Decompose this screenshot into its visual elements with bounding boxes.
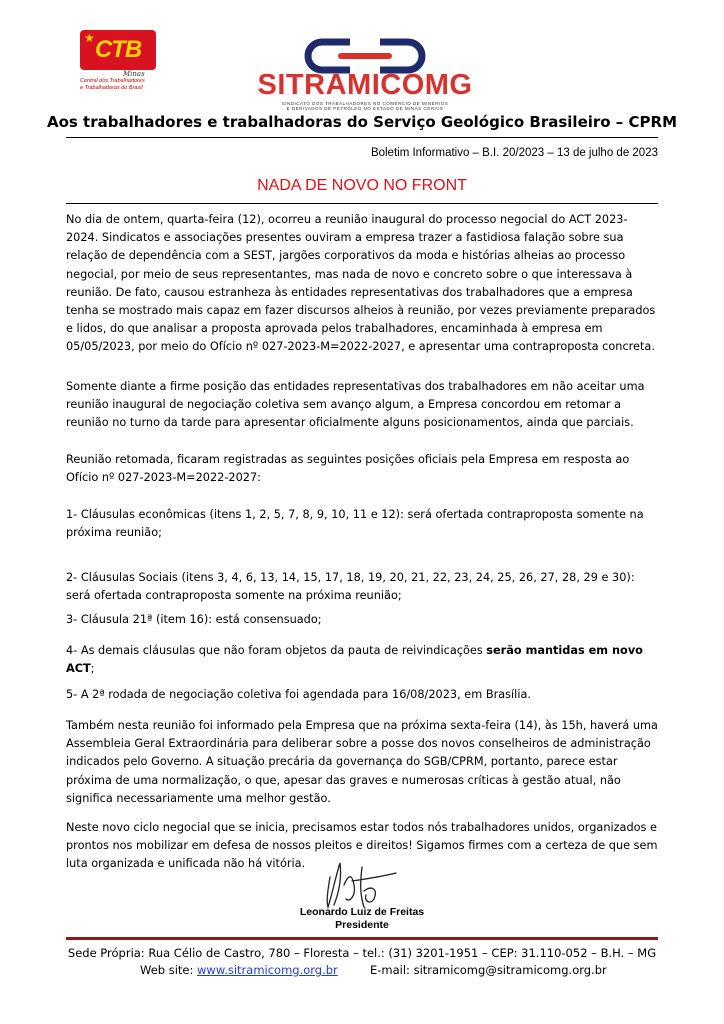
footer-email: E-mail: sitramicomg@sitramicomg.org.br	[370, 963, 607, 977]
ctb-logo-text: CTB	[94, 36, 142, 63]
star-icon: ★	[84, 31, 95, 45]
list-item-social-clauses: 2- Cláusulas Sociais (itens 3, 4, 6, 13, 14, 15, 17, 18, 19, 20, 21, 22, 23, 24, 25, 26, 27, 28, 29 e 30): será ofertada contraproposta somente na próxima reunião;	[66, 571, 635, 603]
list-item-other-clauses-text: 4- As demais cláusulas que não foram objetos da pauta de reivindicações	[66, 644, 487, 657]
audience-heading: Aos trabalhadores e trabalhadoras do Serviço Geológico Brasileiro – CPRM	[46, 113, 678, 131]
footer-address: Sede Própria: Rua Célio de Castro, 780 – Floresta – tel.: (31) 3201-1951 – CEP: 31.110-052 – B.H. – MG	[67, 946, 657, 960]
union-logo-text: SITRAMICOMG	[257, 69, 473, 101]
ctb-logo	[80, 30, 160, 102]
signer-title: Presidente	[335, 919, 389, 931]
signer-name: Leonardo Luiz de Freitas	[299, 906, 425, 918]
page-title: NADA DE NOVO NO FRONT	[257, 177, 467, 194]
paragraph-assembly: Também nesta reunião foi informado pela Empresa que na próxima sexta-feira (14), às 15h, haverá uma Assembleia Geral Extraordinária para deliberar sobre a posse dos novos conselheiros de administração indicados pelo Governo. A situação precária da governança do SGB/CPRM, portanto, parece estar próxima de uma normalização, o que, apesar das graves e numerosas críticas à gestão atual, não significa necessariamente uma melhor gestão.	[66, 719, 658, 805]
paragraph-positions: Reunião retomada, ficaram registradas as seguintes posições oficiais pela Empresa em resposta ao Ofício nº 027-2023-M=2022-2027:	[66, 453, 630, 485]
union-logo-subtitle-line2: E DERIVADOS DE PETRÓLEO NO ESTADO DE MINAS GERAIS	[286, 106, 444, 111]
footer-website-label: Web site:	[140, 963, 198, 977]
list-item-second-round: 5- A 2ª rodada de negociação coletiva foi agendada para 16/08/2023, em Brasília.	[66, 688, 531, 701]
list-item-clause-21: 3- Cláusula 21ª (item 16): está consensuado;	[66, 613, 322, 626]
title-divider	[66, 203, 658, 204]
list-item-other-clauses	[66, 642, 658, 678]
paragraph-afternoon-session: Somente diante a firme posição das entidades representativas dos trabalhadores em não aceitar uma reunião inaugural de negociação coletiva sem avanço algum, a Empresa concordou em retomar a reunião no turno da tarde para apresentar oficialmente alguns posicionamentos, ainda que parciais.	[66, 380, 645, 430]
ctb-logo-subtitle	[80, 78, 160, 91]
bulletin-line: Boletim Informativo – B.I. 20/2023 – 13 de julho de 2023	[370, 147, 658, 159]
ctb-logo-subtitle-line2: e Trabalhadoras do Brasil	[80, 84, 143, 91]
union-logo-subtitle	[260, 101, 470, 111]
footer-divider	[66, 937, 658, 940]
union-logo-subtitle-line1: SINDICATO DOS TRABALHADORES NO COMÉRCIO DE MINÉRIOS	[281, 101, 449, 106]
list-item-other-clauses-emphasis: serão mantidas em novo ACT	[66, 644, 643, 676]
ctb-logo-box	[80, 30, 156, 70]
ctb-logo-subtitle-line1: Central dos Trabalhadores	[80, 78, 145, 84]
header-divider	[66, 137, 658, 138]
ctb-logo-region: Minas	[123, 70, 145, 78]
website-link[interactable]: www.sitramicomg.org.br	[197, 963, 338, 977]
list-item-economic-clauses: 1- Cláusulas econômicas (itens 1, 2, 5, 7, 8, 9, 10, 11 e 12): será ofertada contraproposta somente na próxima reunião;	[66, 508, 644, 540]
paragraph-closing: Neste novo ciclo negocial que se inicia, precisamos estar todos nós trabalhadores unidos, organizados e prontos nos mobilizar em defesa de nossos pleitos e direitos! Sigamos firmes com a certeza de que sem luta organizada e unificada não há vitória.	[66, 821, 658, 871]
list-item-other-clauses-end: ;	[90, 662, 95, 676]
footer-website	[140, 963, 338, 978]
paragraph-intro: No dia de ontem, quarta-feira (12), ocorreu a reunião inaugural do processo negocial do ACT 2023-2024. Sindicatos e associações presentes ouviram a empresa trazer a fastidiosa falação sobre sua relação de dependência com a SEST, jargões corporativos da moda e histórias alheias ao processo negocial, por meio de seus representantes, mas nada de novo e concreto sobre o que interessava à reunião. De fato, causou estranheza às entidades representativas dos trabalhadores que a empresa tenha se mostrado mais capaz em fazer discursos alheios à reunião, por vezes previamente preparados e lidos, do que analisar a proposta aprovada pelos trabalhadores, encaminhada à empresa em 05/05/2023, por meio do Ofício nº 027-2023-M=2022-2027, e apresentar uma contraproposta concreta.	[66, 213, 656, 354]
